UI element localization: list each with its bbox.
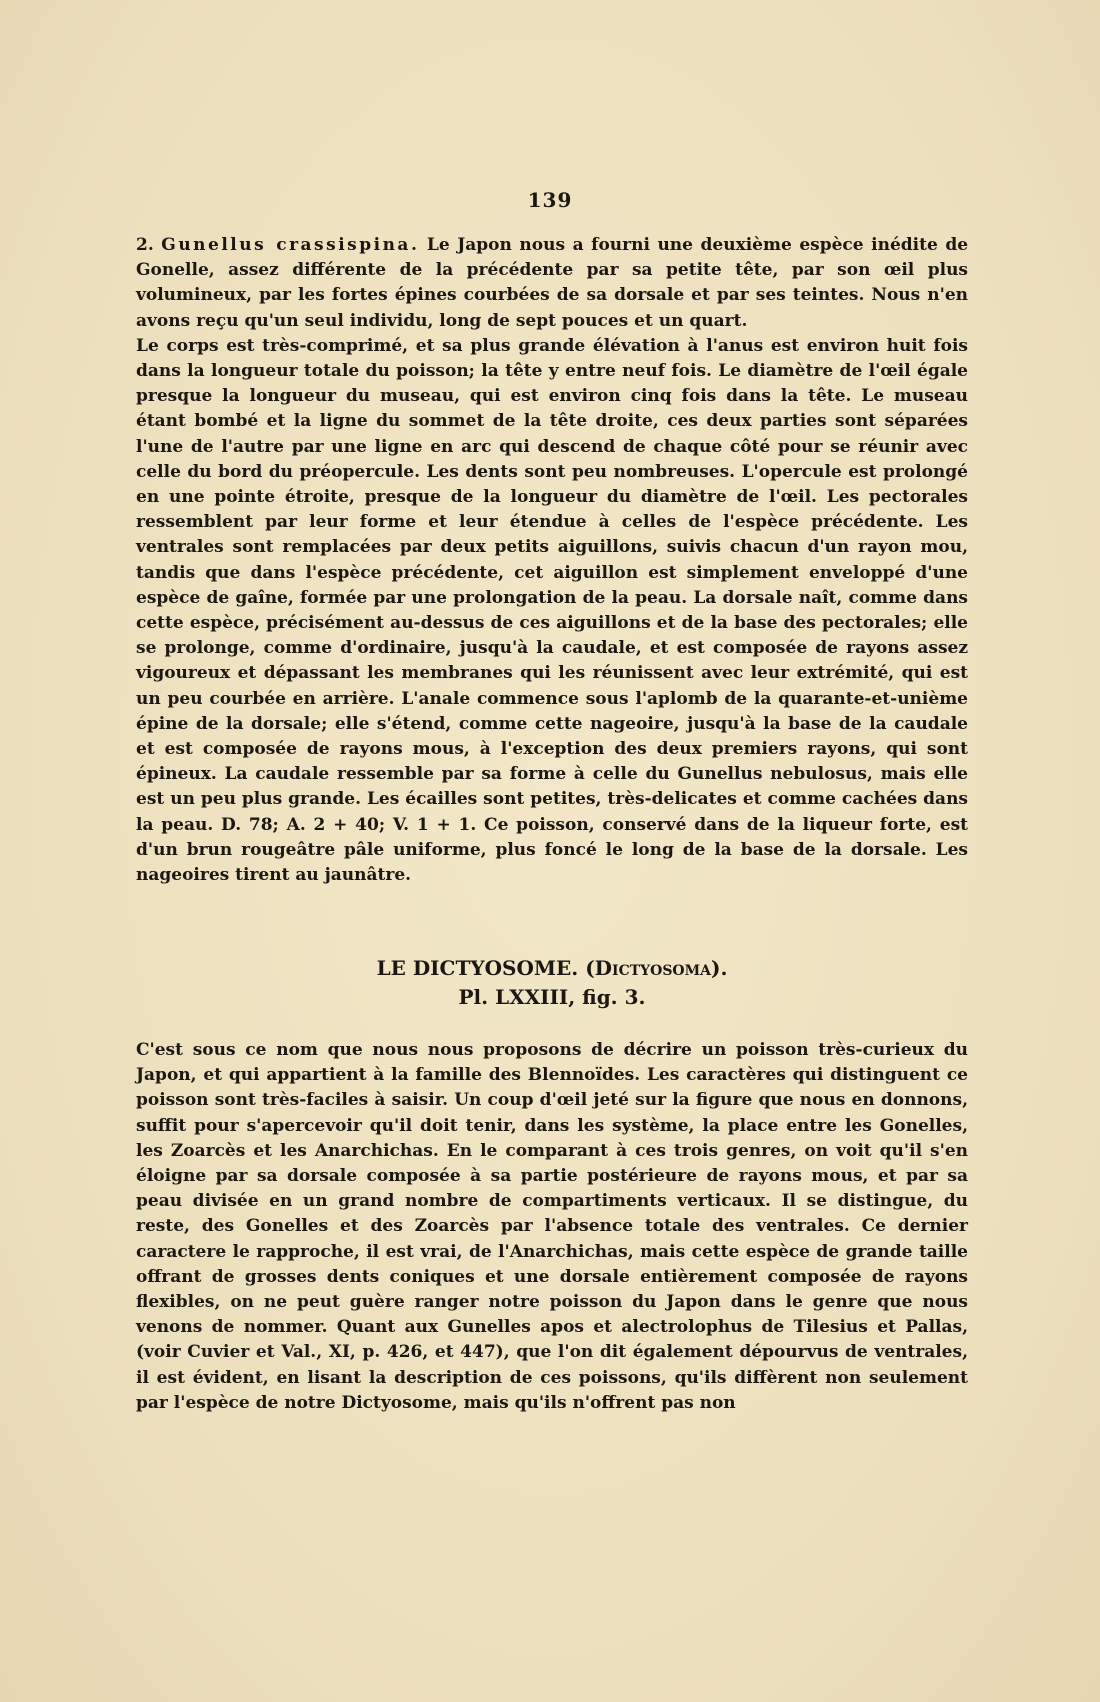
species-description-paragraph: Le corps est très-comprimé, et sa plus grande élévation à l'anus est environ huit fois dans la longueur totale du poisson; la tête y entre neuf fois. Le diamètre de l'œil égale presque la longueur du museau, qui est environ cinq fois dans la tête. Le museau étant bombé et la ligne du sommet de la tête droite, ces deux parties sont séparées l'une de l'autre par une ligne en arc qui descend de chaque côté pour se réunir avec celle du bord du préopercule. Les dents sont peu nombreuses. L'opercule est prolongé en une pointe étroite, presque de la longueur du diamètre de l'œil. Les pectorales ressemblent par leur forme et leur étendue à celles de l'espèce précédente. Les ventrales sont remplacées par deux petits aiguillons, suivis chacun d'un rayon mou, tandis que dans l'espèce précédente, cet aiguillon est simplement enveloppé d'une espèce de gaîne, formée par une prolongation de la peau. La dorsale naît, comme dans cette espèce, précisément au-dessus de ces aiguillons et de la base des pectorales; elle se prolonge, comme d'ordinaire, jusqu'à la caudale, et est composée de rayons assez vigoureux et dépassant les membranes qui les réunissent avec leur extrémité, qui est un peu courbée en arrière. L'anale commence sous l'aplomb de la quarante-et-unième épine de la dorsale; elle s'étend, comme cette nageoire, jusqu'à la base de la caudale et est composée de rayons mous, à l'exception des deux premiers rayons, qui sont épineux. La caudale ressemble par sa forme à celle du Gunellus nebulosus, mais elle est un peu plus grande. Les écailles sont petites, très-delicates et comme cachées dans la peau. D. 78; A. 2 + 40; V. 1 + 1. Ce poisson, conservé dans de la liqueur forte, est d'un brun rougeâtre pâle uniforme, plus foncé le long de la base de la dorsale. Les nageoires tirent au jaunâtre. [136, 335, 968, 886]
species-entry [136, 233, 968, 888]
species-intro-text: Le Japon nous a fourni une deuxième espèce inédite de Gonelle, assez différente de la précédente par sa petite tête, par son œil plus volumineux, par les fortes épines courbées de sa dorsale et par ses teintes. Nous n'en avons reçu qu'un seul individu, long de sept pouces et un quart. [136, 235, 969, 331]
species-number: 2. [136, 235, 154, 255]
species-name: Gunellus crassispina. [161, 235, 420, 255]
genus-description [136, 1038, 968, 1416]
genus-title: LE DICTYOSOME. [376, 956, 579, 980]
species-intro-paragraph [136, 233, 968, 334]
genus-latin-name: (Dictyosoma). [585, 956, 728, 980]
genus-heading [136, 954, 968, 982]
page-number: 139 [527, 188, 573, 212]
genus-paragraph: C'est sous ce nom que nous nous proposons de décrire un poisson très-curieux du Japon, et qui appartient à la famille des Blennoïdes. Les caractères qui distinguent ce poisson sont très-faciles à saisir. Un coup d'œil jeté sur la figure que nous en donnons, suffit pour s'apercevoir qu'il doit tenir, dans les système, la place entre les Gonelles, les Zoarcès et les Anarchichas. En le comparant à ces trois genres, on voit qu'il s'en éloigne par sa dorsale composée à sa partie postérieure de rayons mous, et par sa peau divisée en un grand nombre de compartiments verticaux. Il se distingue, du reste, des Gonelles et des Zoarcès par l'absence totale des ventrales. Ce dernier caractere le rapproche, il est vrai, de l'Anarchichas, mais cette espèce de grande taille offrant de grosses dents coniques et une dorsale entièrement composée de rayons flexibles, on ne peut guère ranger notre poisson du Japon dans le genre que nous venons de nommer. Quant aux Gunelles apos et alectrolophus de Tilesius et Pallas, (voir Cuvier et Val., XI, p. 426, et 447), que l'on dit également dépourvus de ventrales, il est évident, en lisant la description de ces poissons, qu'ils diffèrent non seulement par l'espèce de notre Dictyosome, mais qu'ils n'offrent pas non [136, 1040, 968, 1413]
plate-reference: Pl. LXXIII, fig. 3. [458, 985, 646, 1009]
